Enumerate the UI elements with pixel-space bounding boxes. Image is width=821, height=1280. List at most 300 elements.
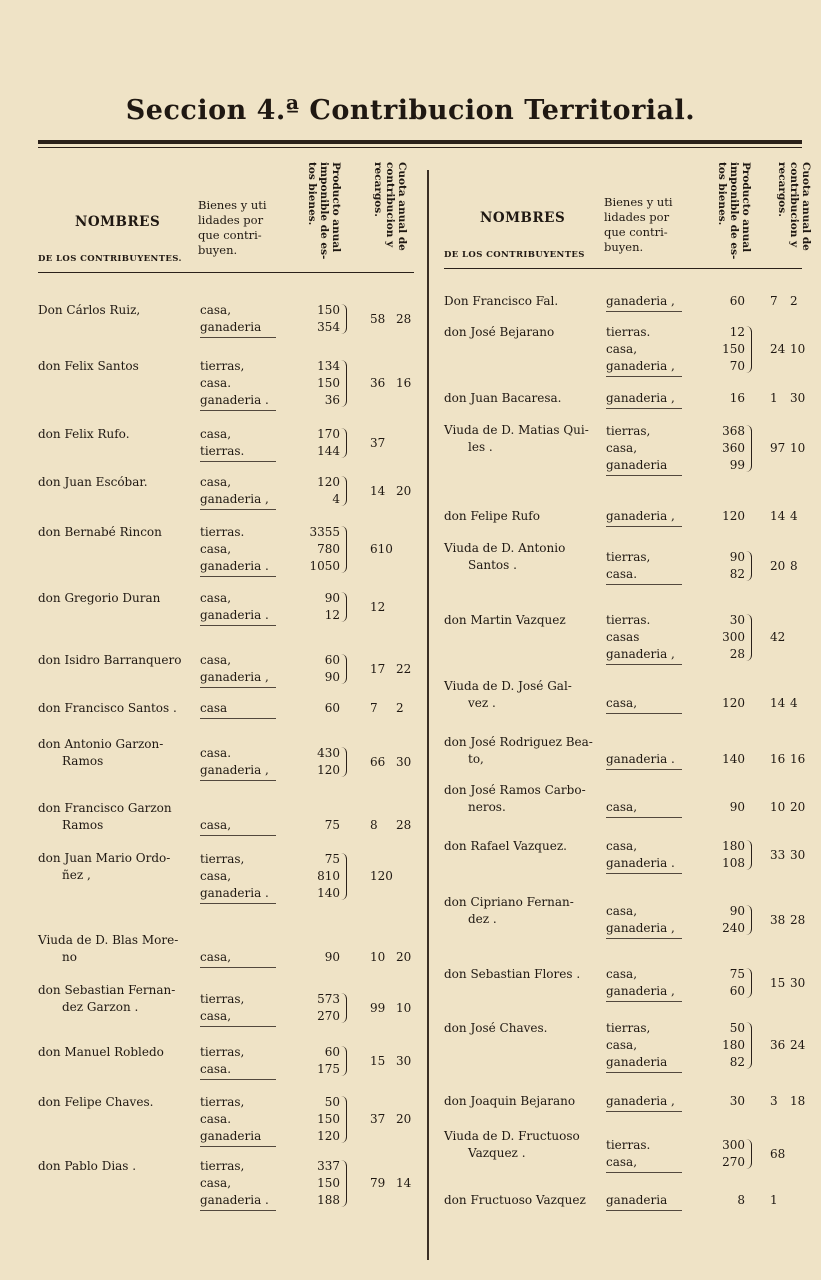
cuota-reales: 79 <box>370 1176 386 1190</box>
property-item: tierras, <box>606 1021 651 1035</box>
contributor-name-line: don Rafael Vazquez. <box>444 839 567 853</box>
product-values <box>695 903 745 937</box>
product-value: 300 <box>722 630 745 644</box>
property-list <box>200 590 269 624</box>
row-rule <box>606 938 682 939</box>
product-values <box>290 851 340 902</box>
product-value: 180 <box>722 1038 745 1052</box>
contributor-name-line: Ramos <box>62 818 104 832</box>
contributor-name-line: Santos . <box>468 558 517 572</box>
contributor-name-line: don Antonio Garzon- <box>38 737 164 751</box>
property-list <box>200 851 269 902</box>
cuota-reales: 610 <box>370 542 393 556</box>
property-list <box>606 751 675 768</box>
property-list <box>200 1158 269 1209</box>
row-rule <box>200 1210 276 1211</box>
product-value: 4 <box>332 492 340 506</box>
contributor-name <box>38 1044 164 1061</box>
contributor-name-line: don Martin Vazquez <box>444 613 566 627</box>
page-title: Seccion 4.ª Contribucion Territorial. <box>125 95 696 126</box>
header-producto-left: Producto anual imponible de es- tos bienes. <box>306 162 342 260</box>
property-item: tierras, <box>606 424 651 438</box>
product-value: 3355 <box>309 525 340 539</box>
contributor-name-line: don Pablo Dias . <box>38 1159 137 1173</box>
cuota-reales: 14 <box>370 484 386 498</box>
property-item: ganaderia . <box>200 393 269 407</box>
product-value: 810 <box>317 869 340 883</box>
contributor-name-line: neros. <box>468 800 506 814</box>
product-value: 188 <box>317 1193 340 1207</box>
cuota-maravedis: 30 <box>396 1054 412 1068</box>
product-values <box>290 700 340 717</box>
contributor-name <box>444 1093 575 1110</box>
cuota-maravedis: 14 <box>396 1176 412 1190</box>
contributor-name-line: don Felipe Chaves. <box>38 1095 154 1109</box>
product-value: 60 <box>324 1045 340 1059</box>
contributor-name <box>444 894 574 928</box>
property-list <box>200 817 231 834</box>
product-values <box>695 695 745 712</box>
product-value: 82 <box>729 567 745 581</box>
product-values <box>290 652 340 686</box>
cuota-reales: 66 <box>370 755 386 769</box>
contributor-name <box>444 540 565 574</box>
cuota-reales: 38 <box>770 913 786 927</box>
cuota-maravedis: 28 <box>396 818 412 832</box>
product-values <box>695 751 745 768</box>
brace <box>341 476 347 506</box>
property-list <box>606 508 675 525</box>
property-list <box>200 1044 244 1078</box>
property-item: ganaderia . <box>200 559 269 573</box>
product-value: 140 <box>722 752 745 766</box>
brace <box>341 747 347 777</box>
property-item: ganaderia <box>606 458 668 472</box>
row-rule <box>606 311 682 312</box>
row-rule <box>200 1146 276 1147</box>
contributor-name-line: les . <box>468 440 493 454</box>
property-list <box>606 966 675 1000</box>
property-item: tierras, <box>200 992 245 1006</box>
product-value: 70 <box>729 359 745 373</box>
contributor-name-line: Viuda de D. Matias Qui- <box>444 423 589 437</box>
property-list <box>606 423 667 474</box>
property-list <box>606 903 675 937</box>
property-item: tierras, <box>200 852 245 866</box>
cuota-reales: 68 <box>770 1147 786 1161</box>
header-cuota-left: Cuota anual de contribucion y recargos. <box>372 162 408 251</box>
product-values <box>695 1192 745 1209</box>
property-item: casa, <box>200 1009 232 1023</box>
property-item: tierras. <box>606 1138 651 1152</box>
product-values <box>695 966 745 1000</box>
row-rule <box>606 1001 682 1002</box>
cuota-reales: 36 <box>370 376 386 390</box>
header-bienes-right: Bienes y uti lidades por que contri- buyen. <box>604 195 673 254</box>
cuota-reales: 99 <box>370 1001 386 1015</box>
product-value: 12 <box>729 325 745 339</box>
contributor-name <box>38 700 177 717</box>
title-rule-thick <box>38 140 802 144</box>
product-values <box>290 426 340 460</box>
cuota-reales: 37 <box>370 1112 386 1126</box>
product-values <box>290 1158 340 1209</box>
property-item: casa, <box>200 653 232 667</box>
contributor-name <box>444 1192 586 1209</box>
row-rule <box>200 1026 276 1027</box>
property-item: casa, <box>606 967 638 981</box>
cuota-maravedis: 30 <box>790 848 806 862</box>
contributor-name <box>444 966 580 983</box>
product-values <box>695 1093 745 1110</box>
product-values <box>695 612 745 663</box>
contributor-name <box>38 850 170 884</box>
contributor-name-line: Vazquez . <box>468 1146 526 1160</box>
cuota-reales: 24 <box>770 342 786 356</box>
product-value: 337 <box>317 1159 340 1173</box>
property-item: ganaderia , <box>606 647 675 661</box>
row-rule <box>200 625 276 626</box>
property-list <box>200 1094 261 1145</box>
product-values <box>290 590 340 624</box>
contributor-name-line: don Francisco Santos . <box>38 701 177 715</box>
product-value: 75 <box>324 818 340 832</box>
contributor-name-line: Viuda de D. José Gal- <box>444 679 572 693</box>
property-list <box>606 1137 650 1171</box>
contributor-name <box>444 1020 547 1037</box>
row-rule <box>606 584 682 585</box>
cuota-maravedis: 16 <box>790 752 806 766</box>
product-value: 90 <box>324 591 340 605</box>
property-item: casa. <box>200 1112 232 1126</box>
contributor-name-line: don Sebastian Fernan- <box>38 983 176 997</box>
row-rule <box>200 780 276 781</box>
contributor-name <box>38 474 148 491</box>
property-list <box>606 549 650 583</box>
property-list <box>200 949 231 966</box>
brace <box>746 1022 752 1069</box>
cuota-reales: 15 <box>370 1054 386 1068</box>
property-list <box>200 652 269 686</box>
product-value: 354 <box>317 320 340 334</box>
contributor-name-line: to, <box>468 752 484 766</box>
product-value: 16 <box>729 391 745 405</box>
product-values <box>290 358 340 409</box>
property-item: tierras, <box>200 1045 245 1059</box>
cuota-reales: 37 <box>370 436 386 450</box>
product-value: 120 <box>317 1129 340 1143</box>
cuota-reales: 16 <box>770 752 786 766</box>
property-item: casa. <box>200 376 232 390</box>
property-list <box>200 524 269 575</box>
contributor-name-line: don Cipriano Fernan- <box>444 895 574 909</box>
contributor-name-line: Viuda de D. Fructuoso <box>444 1129 580 1143</box>
property-item: tierras. <box>606 613 651 627</box>
header-rule-right <box>444 268 802 269</box>
cuota-reales: 33 <box>770 848 786 862</box>
cuota-maravedis: 4 <box>790 509 798 523</box>
product-value: 28 <box>729 647 745 661</box>
property-item: ganaderia , <box>200 492 269 506</box>
product-value: 8 <box>737 1193 745 1207</box>
contributor-name-line: don Joaquin Bejarano <box>444 1094 576 1108</box>
row-rule <box>200 718 276 719</box>
product-value: 240 <box>722 921 745 935</box>
cuota-maravedis: 10 <box>396 1001 412 1015</box>
contributor-name-line: Ramos <box>62 754 104 768</box>
property-item: ganaderia , <box>606 509 675 523</box>
property-item: casa, <box>606 904 638 918</box>
brace <box>341 1046 347 1076</box>
product-values <box>695 1137 745 1171</box>
contributor-name-line: no <box>62 950 77 964</box>
property-list <box>200 745 269 779</box>
brace <box>746 551 752 581</box>
property-list <box>200 358 269 409</box>
cuota-reales: 14 <box>770 696 786 710</box>
property-item: casa, <box>606 696 638 710</box>
property-list <box>606 838 675 872</box>
brace <box>341 360 347 407</box>
product-value: 82 <box>729 1055 745 1069</box>
contributor-name <box>38 524 162 541</box>
cuota-reales: 3 <box>770 1094 778 1108</box>
property-list <box>606 612 675 663</box>
contributor-name <box>444 678 572 712</box>
row-rule <box>606 1072 682 1073</box>
header-cuota-right: Cuota anual de contribucion y recargos. <box>776 162 812 251</box>
product-value: 150 <box>317 1176 340 1190</box>
brace <box>746 425 752 472</box>
brace <box>746 326 752 373</box>
contributor-name-line: don Juan Escóbar. <box>38 475 148 489</box>
property-item: casa, <box>200 591 232 605</box>
product-value: 108 <box>722 856 745 870</box>
product-value: 60 <box>729 294 745 308</box>
contributor-name-line: ñez , <box>62 868 91 882</box>
cuota-maravedis: 20 <box>790 800 806 814</box>
property-list <box>606 390 675 407</box>
brace <box>341 853 347 900</box>
property-list <box>606 695 637 712</box>
contributor-name <box>38 932 178 966</box>
contributor-name-line: don Manuel Robledo <box>38 1045 164 1059</box>
cuota-maravedis: 2 <box>396 701 404 715</box>
header-names-sub-left: DE LOS CONTRIBUYENTES. <box>38 254 182 264</box>
property-item: ganaderia <box>606 1193 668 1207</box>
product-value: 300 <box>722 1138 745 1152</box>
product-value: 430 <box>317 746 340 760</box>
row-rule <box>200 687 276 688</box>
property-item: casa, <box>606 342 638 356</box>
property-item: casa <box>200 701 228 715</box>
cuota-reales: 42 <box>770 630 786 644</box>
property-item: ganaderia . <box>200 608 269 622</box>
row-rule <box>606 873 682 874</box>
property-item: ganaderia , <box>606 294 675 308</box>
product-value: 368 <box>722 424 745 438</box>
row-rule <box>606 376 682 377</box>
cuota-reales: 1 <box>770 391 778 405</box>
cuota-maravedis: 8 <box>790 559 798 573</box>
row-rule <box>200 576 276 577</box>
product-values <box>290 817 340 834</box>
contributor-name <box>38 302 140 319</box>
contributor-name <box>444 508 540 525</box>
product-value: 75 <box>729 967 745 981</box>
product-value: 270 <box>317 1009 340 1023</box>
contributor-name-line: don Felix Santos <box>38 359 139 373</box>
property-list <box>200 700 227 717</box>
contributor-name-line: don Isidro Barranquero <box>38 653 182 667</box>
cuota-reales: 14 <box>770 509 786 523</box>
row-rule <box>606 1210 682 1211</box>
product-value: 150 <box>722 342 745 356</box>
product-values <box>290 1044 340 1078</box>
row-rule <box>200 410 276 411</box>
product-values <box>695 293 745 310</box>
cuota-reales: 58 <box>370 312 386 326</box>
brace <box>746 614 752 661</box>
product-value: 175 <box>317 1062 340 1076</box>
cuota-maravedis: 24 <box>790 1038 806 1052</box>
header-names-sub-right: DE LOS CONTRIBUYENTES <box>444 250 585 260</box>
brace <box>341 1160 347 1207</box>
contributor-name <box>444 324 554 341</box>
contributor-name <box>444 390 562 407</box>
cuota-maravedis: 30 <box>790 391 806 405</box>
property-item: casa, <box>606 1155 638 1169</box>
contributor-name-line: don Juan Bacaresa. <box>444 391 562 405</box>
header-names-left: NOMBRES <box>75 214 161 230</box>
property-item: ganaderia , <box>200 670 269 684</box>
contributor-name <box>38 800 172 834</box>
product-values <box>695 324 745 375</box>
product-value: 90 <box>729 904 745 918</box>
cuota-maravedis: 10 <box>790 441 806 455</box>
property-list <box>606 1093 675 1110</box>
property-item: ganaderia , <box>606 921 675 935</box>
property-list <box>606 324 675 375</box>
row-rule <box>606 475 682 476</box>
product-value: 144 <box>317 444 340 458</box>
property-item: tierras, <box>200 1095 245 1109</box>
contributor-name <box>38 1094 153 1111</box>
contributor-name <box>444 838 567 855</box>
cuota-maravedis: 20 <box>396 484 412 498</box>
property-item: casa, <box>606 800 638 814</box>
brace <box>341 993 347 1023</box>
product-value: 780 <box>317 542 340 556</box>
row-rule <box>200 509 276 510</box>
brace <box>341 526 347 573</box>
row-rule <box>606 1111 682 1112</box>
cuota-maravedis: 16 <box>396 376 412 390</box>
row-rule <box>200 461 276 462</box>
property-item: ganaderia , <box>606 391 675 405</box>
product-value: 60 <box>324 653 340 667</box>
product-values <box>290 949 340 966</box>
contributor-name-line: don José Chaves. <box>444 1021 548 1035</box>
contributor-name-line: don Felix Rufo. <box>38 427 130 441</box>
cuota-reales: 36 <box>770 1038 786 1052</box>
property-list <box>606 799 637 816</box>
brace <box>341 428 347 458</box>
product-values <box>695 838 745 872</box>
property-item: tierras. <box>200 444 245 458</box>
property-list <box>200 302 261 336</box>
property-item: tierras. <box>606 325 651 339</box>
contributor-name-line: don Sebastian Flores . <box>444 967 581 981</box>
cuota-maravedis: 4 <box>790 696 798 710</box>
product-values <box>695 508 745 525</box>
cuota-reales: 20 <box>770 559 786 573</box>
property-list <box>200 426 244 460</box>
brace <box>746 840 752 870</box>
contributor-name-line: Viuda de D. Blas More- <box>38 933 179 947</box>
property-list <box>200 991 244 1025</box>
contributor-name-line: don Gregorio Duran <box>38 591 161 605</box>
product-value: 50 <box>324 1095 340 1109</box>
brace <box>341 304 347 334</box>
contributor-name-line: dez Garzon . <box>62 1000 139 1014</box>
product-value: 573 <box>317 992 340 1006</box>
product-values <box>290 1094 340 1145</box>
cuota-maravedis: 28 <box>790 913 806 927</box>
cuota-maravedis: 30 <box>396 755 412 769</box>
cuota-reales: 7 <box>370 701 378 715</box>
brace <box>746 968 752 998</box>
row-rule <box>200 835 276 836</box>
property-item: casa. <box>606 567 638 581</box>
product-values <box>290 302 340 336</box>
contributor-name <box>38 426 130 443</box>
property-item: casa, <box>200 1176 232 1190</box>
contributor-name <box>444 782 586 816</box>
property-list <box>200 474 269 508</box>
property-item: tierras. <box>200 525 245 539</box>
product-values <box>290 474 340 508</box>
row-rule <box>200 967 276 968</box>
property-item: casa, <box>200 542 232 556</box>
property-item: ganaderia , <box>606 1094 675 1108</box>
property-item: ganaderia . <box>200 886 269 900</box>
property-item: ganaderia , <box>200 763 269 777</box>
cuota-reales: 15 <box>770 976 786 990</box>
contributor-name <box>38 1158 136 1175</box>
property-item: casa, <box>606 441 638 455</box>
contributor-name-line: don Juan Mario Ordo- <box>38 851 171 865</box>
cuota-reales: 97 <box>770 441 786 455</box>
product-value: 12 <box>324 608 340 622</box>
row-rule <box>606 408 682 409</box>
property-item: tierras, <box>200 1159 245 1173</box>
title-rule-thin <box>38 147 802 148</box>
product-value: 90 <box>324 670 340 684</box>
product-value: 270 <box>722 1155 745 1169</box>
row-rule <box>606 769 682 770</box>
contributor-name-line: don Bernabé Rincon <box>38 525 162 539</box>
row-rule <box>200 1079 276 1080</box>
product-value: 99 <box>729 458 745 472</box>
property-item: ganaderia , <box>606 359 675 373</box>
cuota-reales: 7 <box>770 294 778 308</box>
contributor-name <box>444 293 558 310</box>
property-list <box>606 1020 667 1071</box>
row-rule <box>606 1172 682 1173</box>
product-value: 170 <box>317 427 340 441</box>
property-item: ganaderia . <box>606 856 675 870</box>
